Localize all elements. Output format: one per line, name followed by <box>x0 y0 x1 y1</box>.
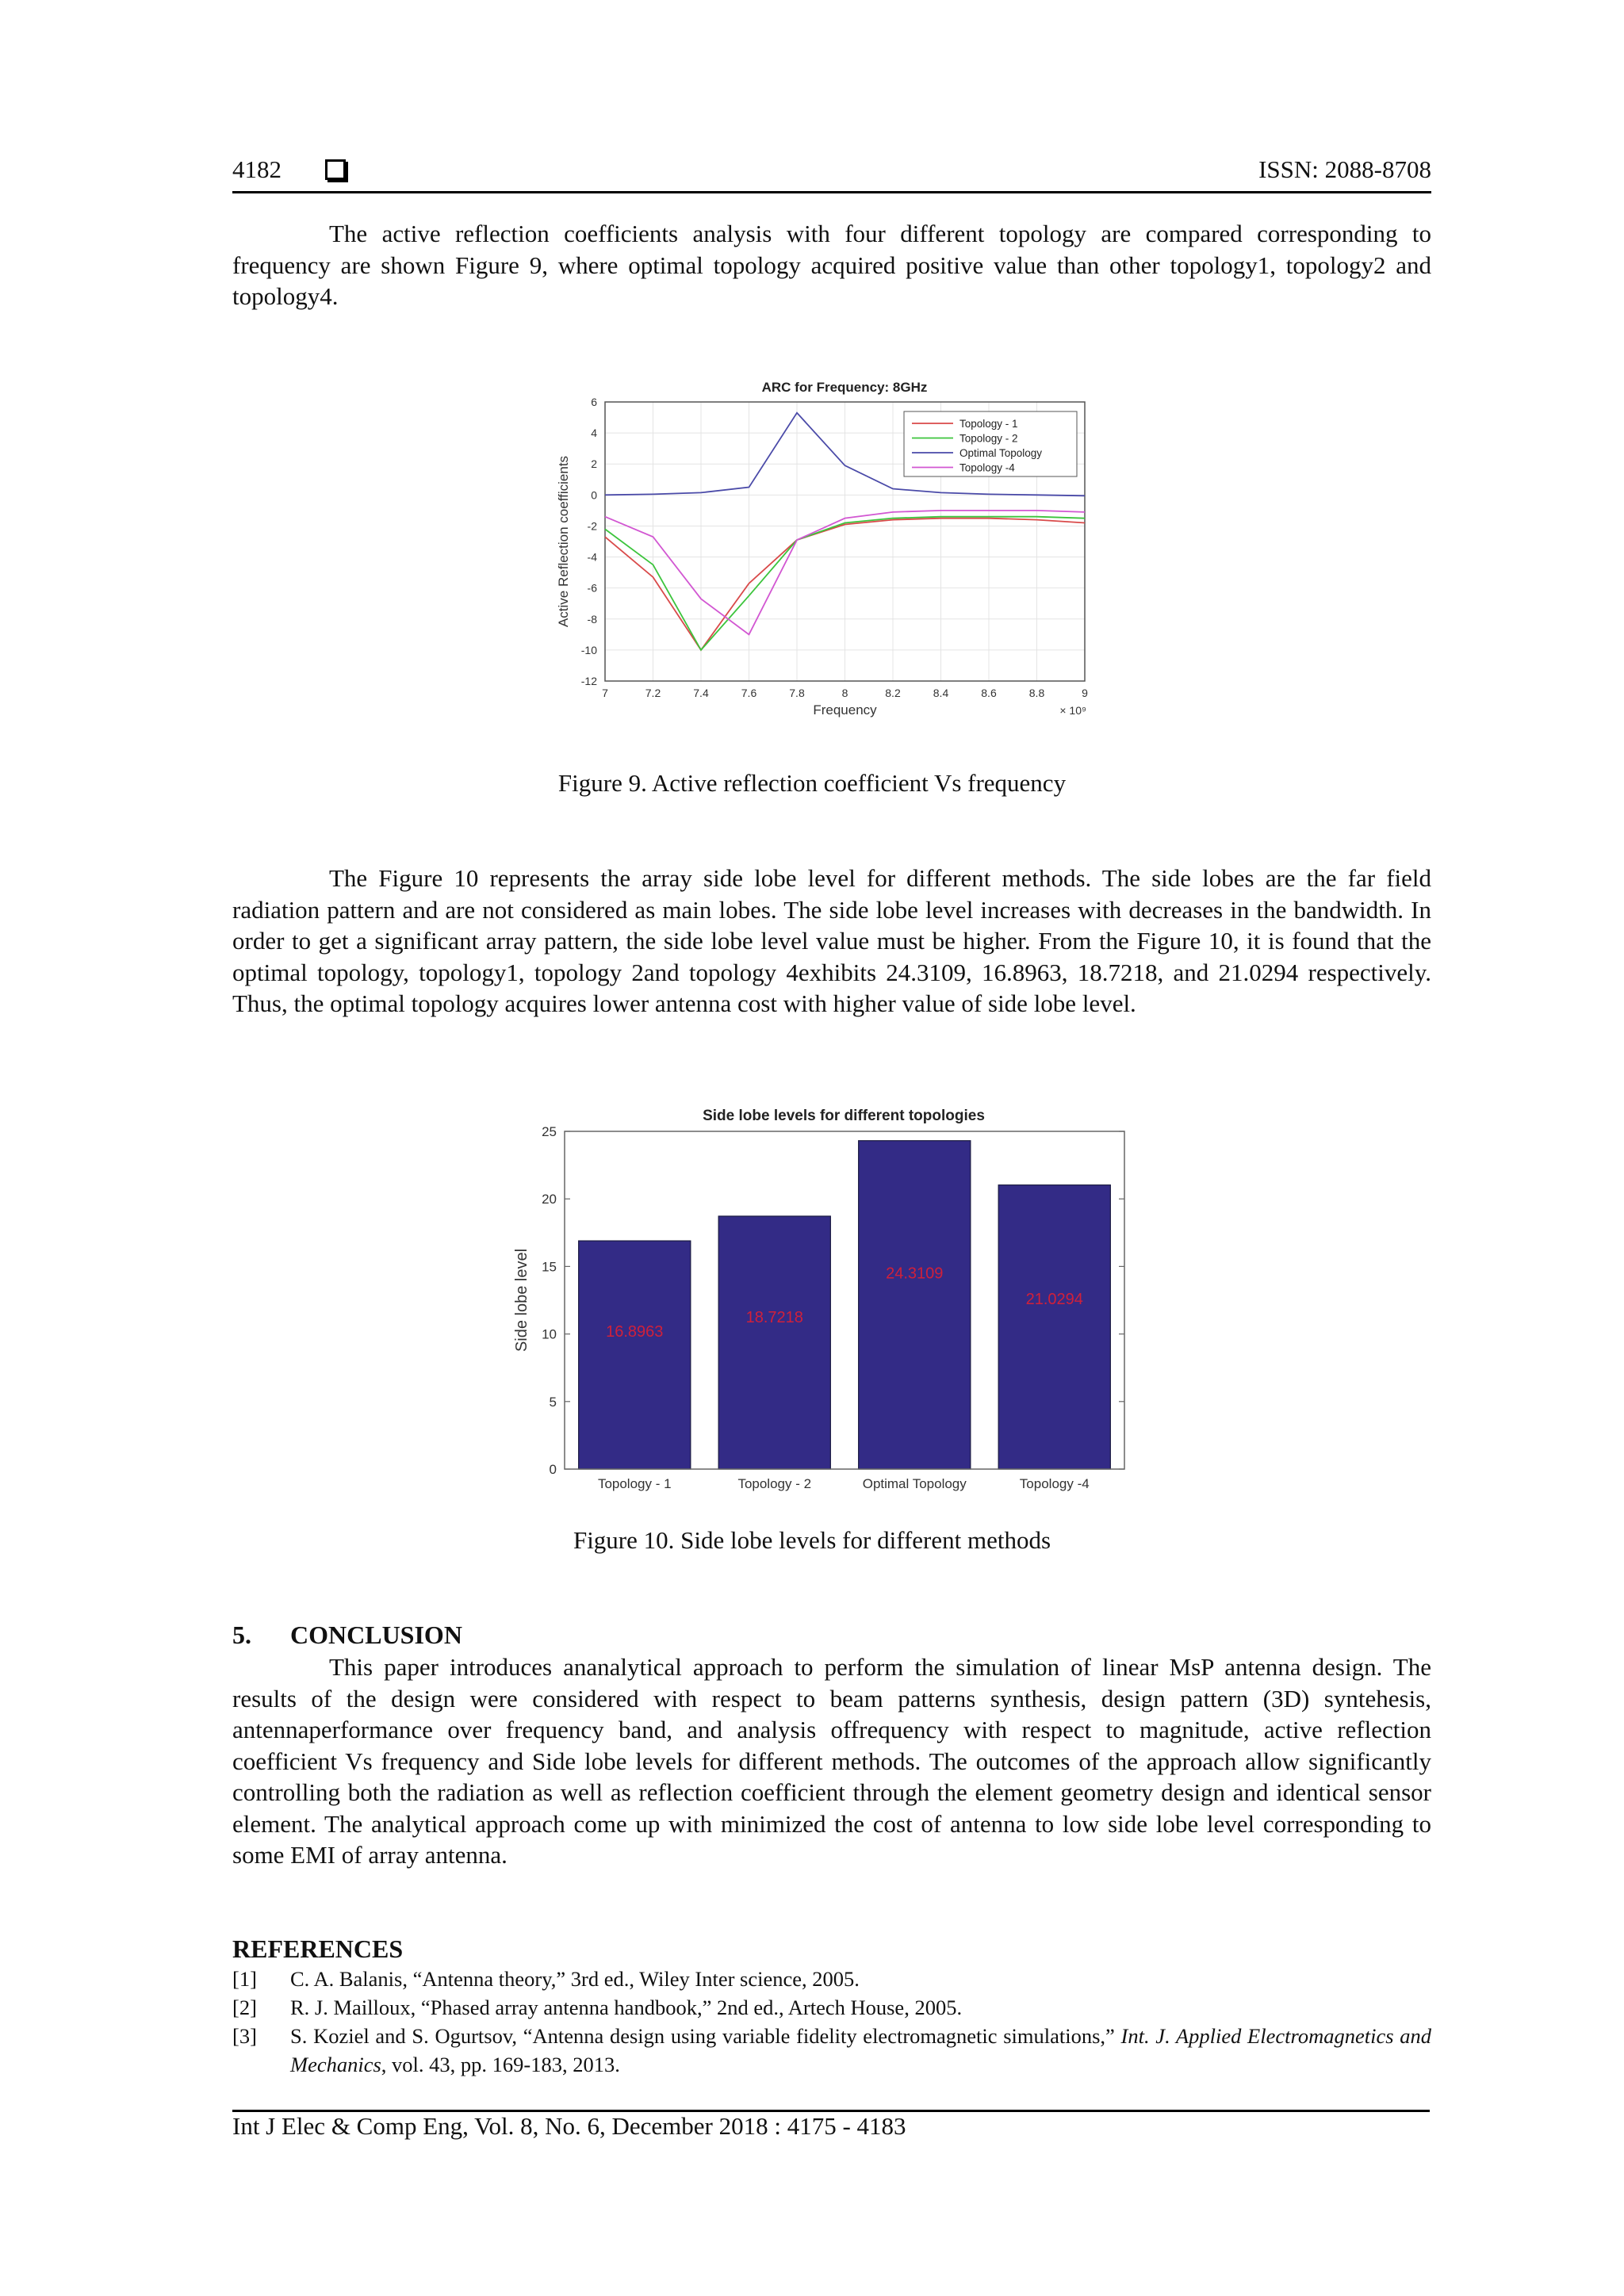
x-tick-label: 9 <box>1082 687 1088 699</box>
bar <box>998 1185 1110 1469</box>
bar <box>579 1241 691 1469</box>
x-tick-label: 7.2 <box>645 687 661 699</box>
legend <box>904 411 1077 476</box>
y-tick-label: 0 <box>591 488 597 502</box>
y-tick-label: 4 <box>591 427 597 440</box>
figure-9-chart <box>547 381 1094 745</box>
data-label: 24.3109 <box>886 1265 944 1283</box>
y-tick-label: 10 <box>542 1326 557 1342</box>
x-tick-label: Topology -4 <box>1019 1476 1090 1491</box>
paragraph-3: This paper introduces ananalytical approach to perform the simulation of linear MsP antenna design. The results of the design were considered with respect to beam patterns synthesis, design pattern (3D) syntehesis, antennaperformance over frequency band, and analysis offrequency with respect to magnitude, active reflection coefficient Vs frequency and Side lobe levels for different methods. The outcomes of the approach allow significantly controlling both the radiation as well as reflection coefficient through the element geometry design and identical sensor element. The analytical approach come up with minimized the cost of antenna to low side lobe level corresponding to some EMI of array antenna. <box>232 1653 1431 1869</box>
y-ticks <box>581 396 597 687</box>
x-tick-label: 7.8 <box>789 687 805 699</box>
x-multiplier: × 10⁹ <box>1059 704 1086 717</box>
x-tick-label: 7.4 <box>693 687 709 699</box>
conclusion-number: 5. <box>232 1621 251 1649</box>
x-tick-label: Topology - 2 <box>737 1476 812 1491</box>
y-tick-label: 15 <box>542 1259 557 1275</box>
x-tick-label: 8.8 <box>1028 687 1045 699</box>
footer-citation: Int J Elec & Comp Eng, Vol. 8, No. 6, December 2018 : 4175 - 4183 <box>232 2112 906 2140</box>
figure-10-caption: Figure 10. Side lobe levels for different methods <box>573 1526 1051 1554</box>
paragraph-2: The Figure 10 represents the array side lobe level for different methods. The side lobes are the far field radiation pattern and are not considered as main lobes. The side lobe level increases with decreases in the bandwidth. In order to get a significant array pattern, the side lobe level value must be higher. From the Figure 10, it is found that the optimal topology, topology1, topology 2and topology 4exhibits 24.3109, 16.8963, 18.7218, and 21.0294 respectively. Thus, the optimal topology acquires lower antenna cost with higher value of side lobe level. <box>232 864 1431 1017</box>
x-tick-label: 7 <box>602 687 608 699</box>
data-label: 18.7218 <box>745 1308 803 1326</box>
x-axis-label: Frequency <box>813 702 877 718</box>
page-number: 4182 <box>232 155 282 183</box>
y-tick-label: -2 <box>587 519 597 533</box>
y-tick-label: -6 <box>587 581 597 595</box>
legend-label: Optimal Topology <box>959 447 1043 459</box>
x-ticks <box>602 687 1088 699</box>
legend-label: Topology -4 <box>959 461 1015 474</box>
reference-2: [2] R. J. Mailloux, “Phased array antenna handbook,” 2nd ed., Artech House, 2005. <box>232 1996 963 2019</box>
x-tick-label: Topology - 1 <box>597 1476 672 1491</box>
y-tick-label: 20 <box>542 1192 557 1207</box>
reference-1: [1] C. A. Balanis, “Antenna theory,” 3rd ed., Wiley Inter science, 2005. <box>232 1967 860 1991</box>
header-rule <box>232 191 1431 193</box>
reference-3: [3] S. Koziel and S. Ogurtsov, “Antenna design using variable fidelity electromagnetic simulations,” Int. J. Applied Electromagnetics and Mechanics, vol. 43, pp. 169-183, 2013. <box>232 2024 1431 2076</box>
x-tick-label: 8.4 <box>933 687 949 699</box>
data-label: 21.0294 <box>1025 1291 1083 1309</box>
chart-title: Side lobe levels for different topologies <box>703 1108 985 1124</box>
y-tick-label: 6 <box>591 396 597 408</box>
legend-label: Topology - 1 <box>959 418 1018 430</box>
bar <box>718 1216 830 1469</box>
x-tick-label: Optimal Topology <box>862 1476 967 1491</box>
y-tick-label: 25 <box>542 1124 557 1139</box>
conclusion-heading: CONCLUSION <box>290 1621 462 1649</box>
y-tick-label: -8 <box>587 612 597 626</box>
references-heading: REFERENCES <box>232 1934 404 1963</box>
y-tick-label: -4 <box>587 550 597 564</box>
y-tick-label: -12 <box>580 675 597 687</box>
figure-10-chart <box>508 1106 1134 1498</box>
y-tick-label: 5 <box>549 1394 557 1410</box>
x-tick-label: 7.6 <box>741 687 757 699</box>
y-tick-label: -10 <box>580 643 597 656</box>
x-ticks <box>598 1476 1090 1491</box>
paragraph-1: The active reflection coefficients analysis with four different topology are compared corresponding to frequency are shown Figure 9, where optimal topology acquired positive value than other topology1, topology2 and topology4. <box>232 220 1431 310</box>
y-tick-label: 0 <box>549 1462 557 1477</box>
y-axis-label: Side lobe level <box>513 1248 530 1353</box>
x-tick-label: 8.6 <box>981 687 997 699</box>
chart-title: ARC for Frequency: 8GHz <box>761 381 928 395</box>
box-icon <box>325 159 346 183</box>
x-tick-label: 8 <box>841 687 848 699</box>
bar <box>859 1141 971 1469</box>
figure-9-caption: Figure 9. Active reflection coefficient Vs frequency <box>557 769 1067 797</box>
y-axis-label: Active Reflection coefficients <box>556 455 571 628</box>
x-tick-label: 8.2 <box>885 687 901 699</box>
issn: ISSN: 2088-8708 <box>1258 155 1431 183</box>
data-label: 16.8963 <box>606 1323 664 1341</box>
y-tick-label: 2 <box>591 457 597 471</box>
legend-label: Topology - 2 <box>959 432 1018 445</box>
